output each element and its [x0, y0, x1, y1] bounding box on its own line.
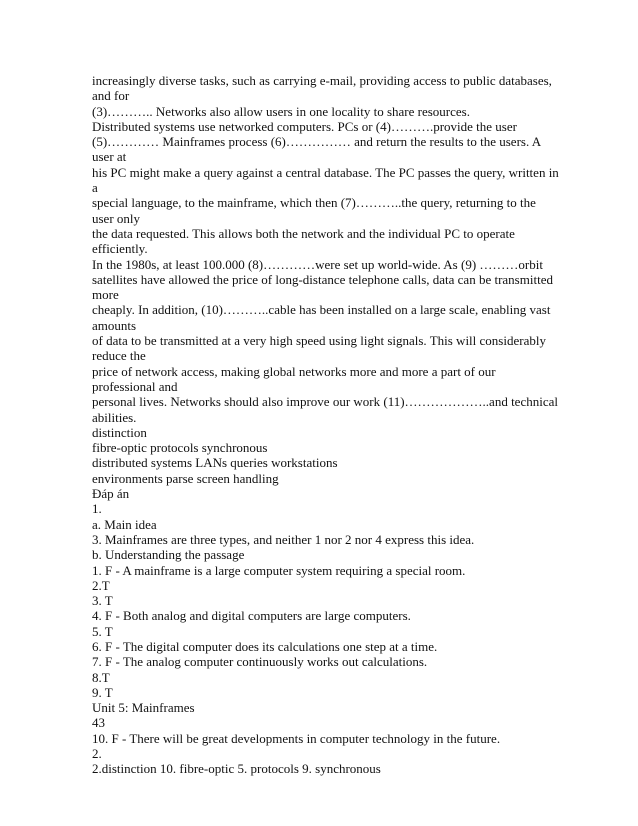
answer-line: 9. T	[92, 684, 113, 700]
answer-line: 4. F - Both analog and digital computers are large computers.	[92, 608, 411, 624]
text-line: user only	[92, 210, 141, 226]
text-line: and for	[92, 88, 130, 104]
answer-line: 1. F - A mainframe is a large computer system requiring a special room.	[92, 562, 466, 578]
answer-line: 8.T	[92, 669, 110, 685]
text-line: satellites have allowed the price of long-distance telephone calls, data can be transmitted	[92, 271, 553, 287]
text-line: Distributed systems use networked computers. PCs or (4)……….provide the user	[92, 118, 517, 134]
text-line: price of network access, making global networks more and more a part of our	[92, 363, 496, 379]
answer-line: 1.	[92, 501, 102, 517]
answer-line: 2.distinction 10. fibre-optic 5. protocols 9. synchronous	[92, 761, 381, 777]
answer-line: b. Understanding the passage	[92, 547, 245, 563]
answer-line: 6. F - The digital computer does its calculations one step at a time.	[92, 638, 438, 654]
text-line: (5)………… Mainframes process (6)…………… and return the results to the users. A	[92, 134, 542, 150]
text-line: of data to be transmitted at a very high speed using light signals. This will considerably	[92, 333, 546, 349]
text-line: professional and	[92, 378, 178, 394]
answer-line: 3. T	[92, 593, 113, 609]
document-page	[92, 73, 559, 777]
word-list-line: environments parse screen handling	[92, 470, 279, 486]
text-line: his PC might make a query against a central database. The PC passes the query, written in	[92, 164, 559, 180]
text-line: cheaply. In addition, (10)………..cable has been installed on a large scale, enabling vast	[92, 302, 551, 318]
page-footer-unit: Unit 5: Mainframes	[92, 700, 195, 716]
answer-line: 7. F - The analog computer continuously works out calculations.	[92, 654, 428, 670]
word-list-line: distinction	[92, 424, 147, 440]
text-line: special language, to the mainframe, which then (7)………..the query, returning to the	[92, 195, 536, 211]
text-line: more	[92, 287, 119, 303]
text-line: user at	[92, 149, 127, 165]
text-line: (3)……….. Networks also allow users in one locality to share resources.	[92, 103, 470, 119]
text-line: In the 1980s, at least 100.000 (8)…………were set up world-wide. As (9) ………orbit	[92, 256, 543, 272]
text-line: reduce the	[92, 348, 146, 364]
text-line: personal lives. Networks should also improve our work (11)………………..and technical	[92, 394, 558, 410]
answer-line: 10. F - There will be great developments in computer technology in the future.	[92, 730, 501, 746]
word-list-line: distributed systems LANs queries workstations	[92, 455, 338, 471]
answer-line: 3. Mainframes are three types, and neither 1 nor 2 nor 4 express this idea.	[92, 531, 475, 547]
answer-line: a. Main idea	[92, 516, 157, 532]
text-line: the data requested. This allows both the network and the individual PC to operate	[92, 225, 515, 241]
answer-line: 5. T	[92, 623, 113, 639]
word-list-line: fibre-optic protocols synchronous	[92, 440, 268, 456]
text-line: a	[92, 180, 98, 196]
answer-line: 2.	[92, 746, 102, 762]
text-line: amounts	[92, 317, 137, 333]
answer-key-heading: Đáp án	[92, 486, 130, 502]
answer-line: 2.T	[92, 577, 110, 593]
page-number: 43	[92, 715, 105, 731]
text-line: abilities.	[92, 409, 137, 425]
text-line: efficiently.	[92, 241, 148, 257]
text-line: increasingly diverse tasks, such as carrying e-mail, providing access to public databases,	[92, 73, 552, 88]
